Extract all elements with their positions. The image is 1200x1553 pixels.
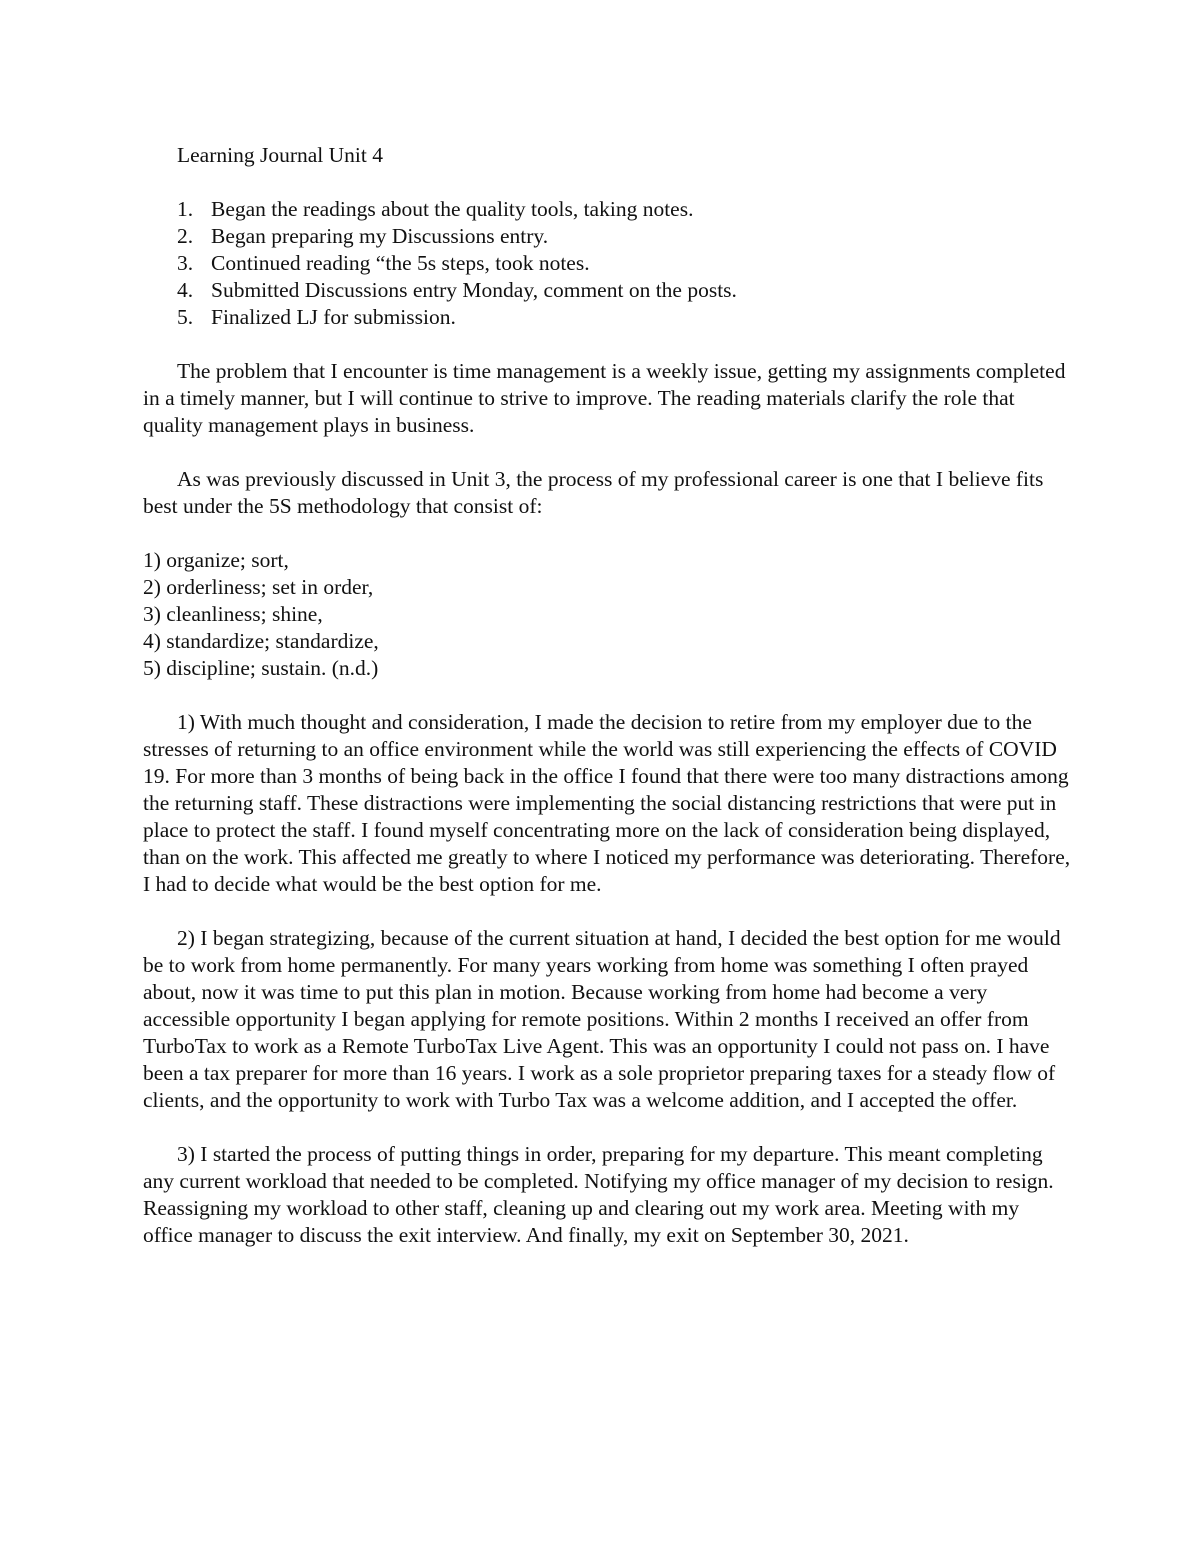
strategizing-paragraph: 2) I began strategizing, because of the current situation at hand, I decided the best option for me would be to work from home permanently. For many years working from home was something I often prayed about, now it was time to put this plan in motion. Because working from home had become a very accessible opportunity I began applying for remote positions. Within 2 months I received an offer from TurboTax to work as a Remote TurboTax Live Agent. This was an opportunity I could not pass on. I have been a tax preparer for more than 16 years. I work as a sole proprietor preparing taxes for a steady flow of clients, and the opportunity to work with Turbo Tax was a welcome addition, and I accepted the offer. [143, 926, 1061, 1112]
list-item-text: Finalized LJ for submission. [211, 305, 456, 329]
list-item-text: Submitted Discussions entry Monday, comment on the posts. [211, 278, 737, 302]
document-body [143, 142, 1073, 1276]
retirement-paragraph: 1) With much thought and consideration, I made the decision to retire from my employer due to the stresses of returning to an office environment while the world was still experiencing the effects of COVID 19. For more than 3 months of being back in the office I found that there were too many distractions among the returning staff. These distractions were implementing the social distancing restrictions that were put in place to protect the staff. I found myself concentrating more on the lack of consideration being displayed, than on the work. This affected me greatly to where I noticed my performance was deteriorating. Therefore, I had to decide what would be the best option for me. [143, 710, 1071, 896]
list-item [143, 196, 1073, 223]
list-item-number: 5. [177, 305, 194, 329]
five-s-item: 4) standardize; standardize, [143, 629, 379, 653]
list-item [143, 250, 1073, 277]
list-item-number: 4. [177, 278, 194, 302]
list-item-text: Continued reading “the 5s steps, took notes. [211, 251, 590, 275]
list-item [143, 277, 1073, 304]
list-item-text: Began the readings about the quality tools, taking notes. [211, 197, 694, 221]
methodology-intro-paragraph: As was previously discussed in Unit 3, the process of my professional career is one that I believe fits best under the 5S methodology that consist of: [143, 467, 1044, 518]
five-s-item: 1) organize; sort, [143, 548, 289, 572]
list-item-number: 3. [177, 251, 194, 275]
list-item-number: 2. [177, 224, 194, 248]
five-s-list [143, 547, 1073, 682]
list-item [143, 223, 1073, 250]
five-s-item: 2) orderliness; set in order, [143, 575, 374, 599]
steps-list [143, 196, 1073, 331]
five-s-item: 5) discipline; sustain. (n.d.) [143, 656, 379, 680]
problem-paragraph: The problem that I encounter is time management is a weekly issue, getting my assignments completed in a timely manner, but I will continue to strive to improve. The reading materials clarify the role that quality management plays in business. [143, 359, 1066, 437]
list-item-number: 1. [177, 197, 194, 221]
departure-paragraph: 3) I started the process of putting things in order, preparing for my departure. This meant completing any current workload that needed to be completed. Notifying my office manager of my decision to resign. Reassigning my workload to other staff, cleaning up and clearing out my work area. Meeting with my office manager to discuss the exit interview. And finally, my exit on September 30, 2021. [143, 1142, 1054, 1247]
five-s-item: 3) cleanliness; shine, [143, 602, 323, 626]
document-title: Learning Journal Unit 4 [177, 143, 383, 167]
list-item [143, 304, 1073, 331]
list-item-text: Began preparing my Discussions entry. [211, 224, 549, 248]
